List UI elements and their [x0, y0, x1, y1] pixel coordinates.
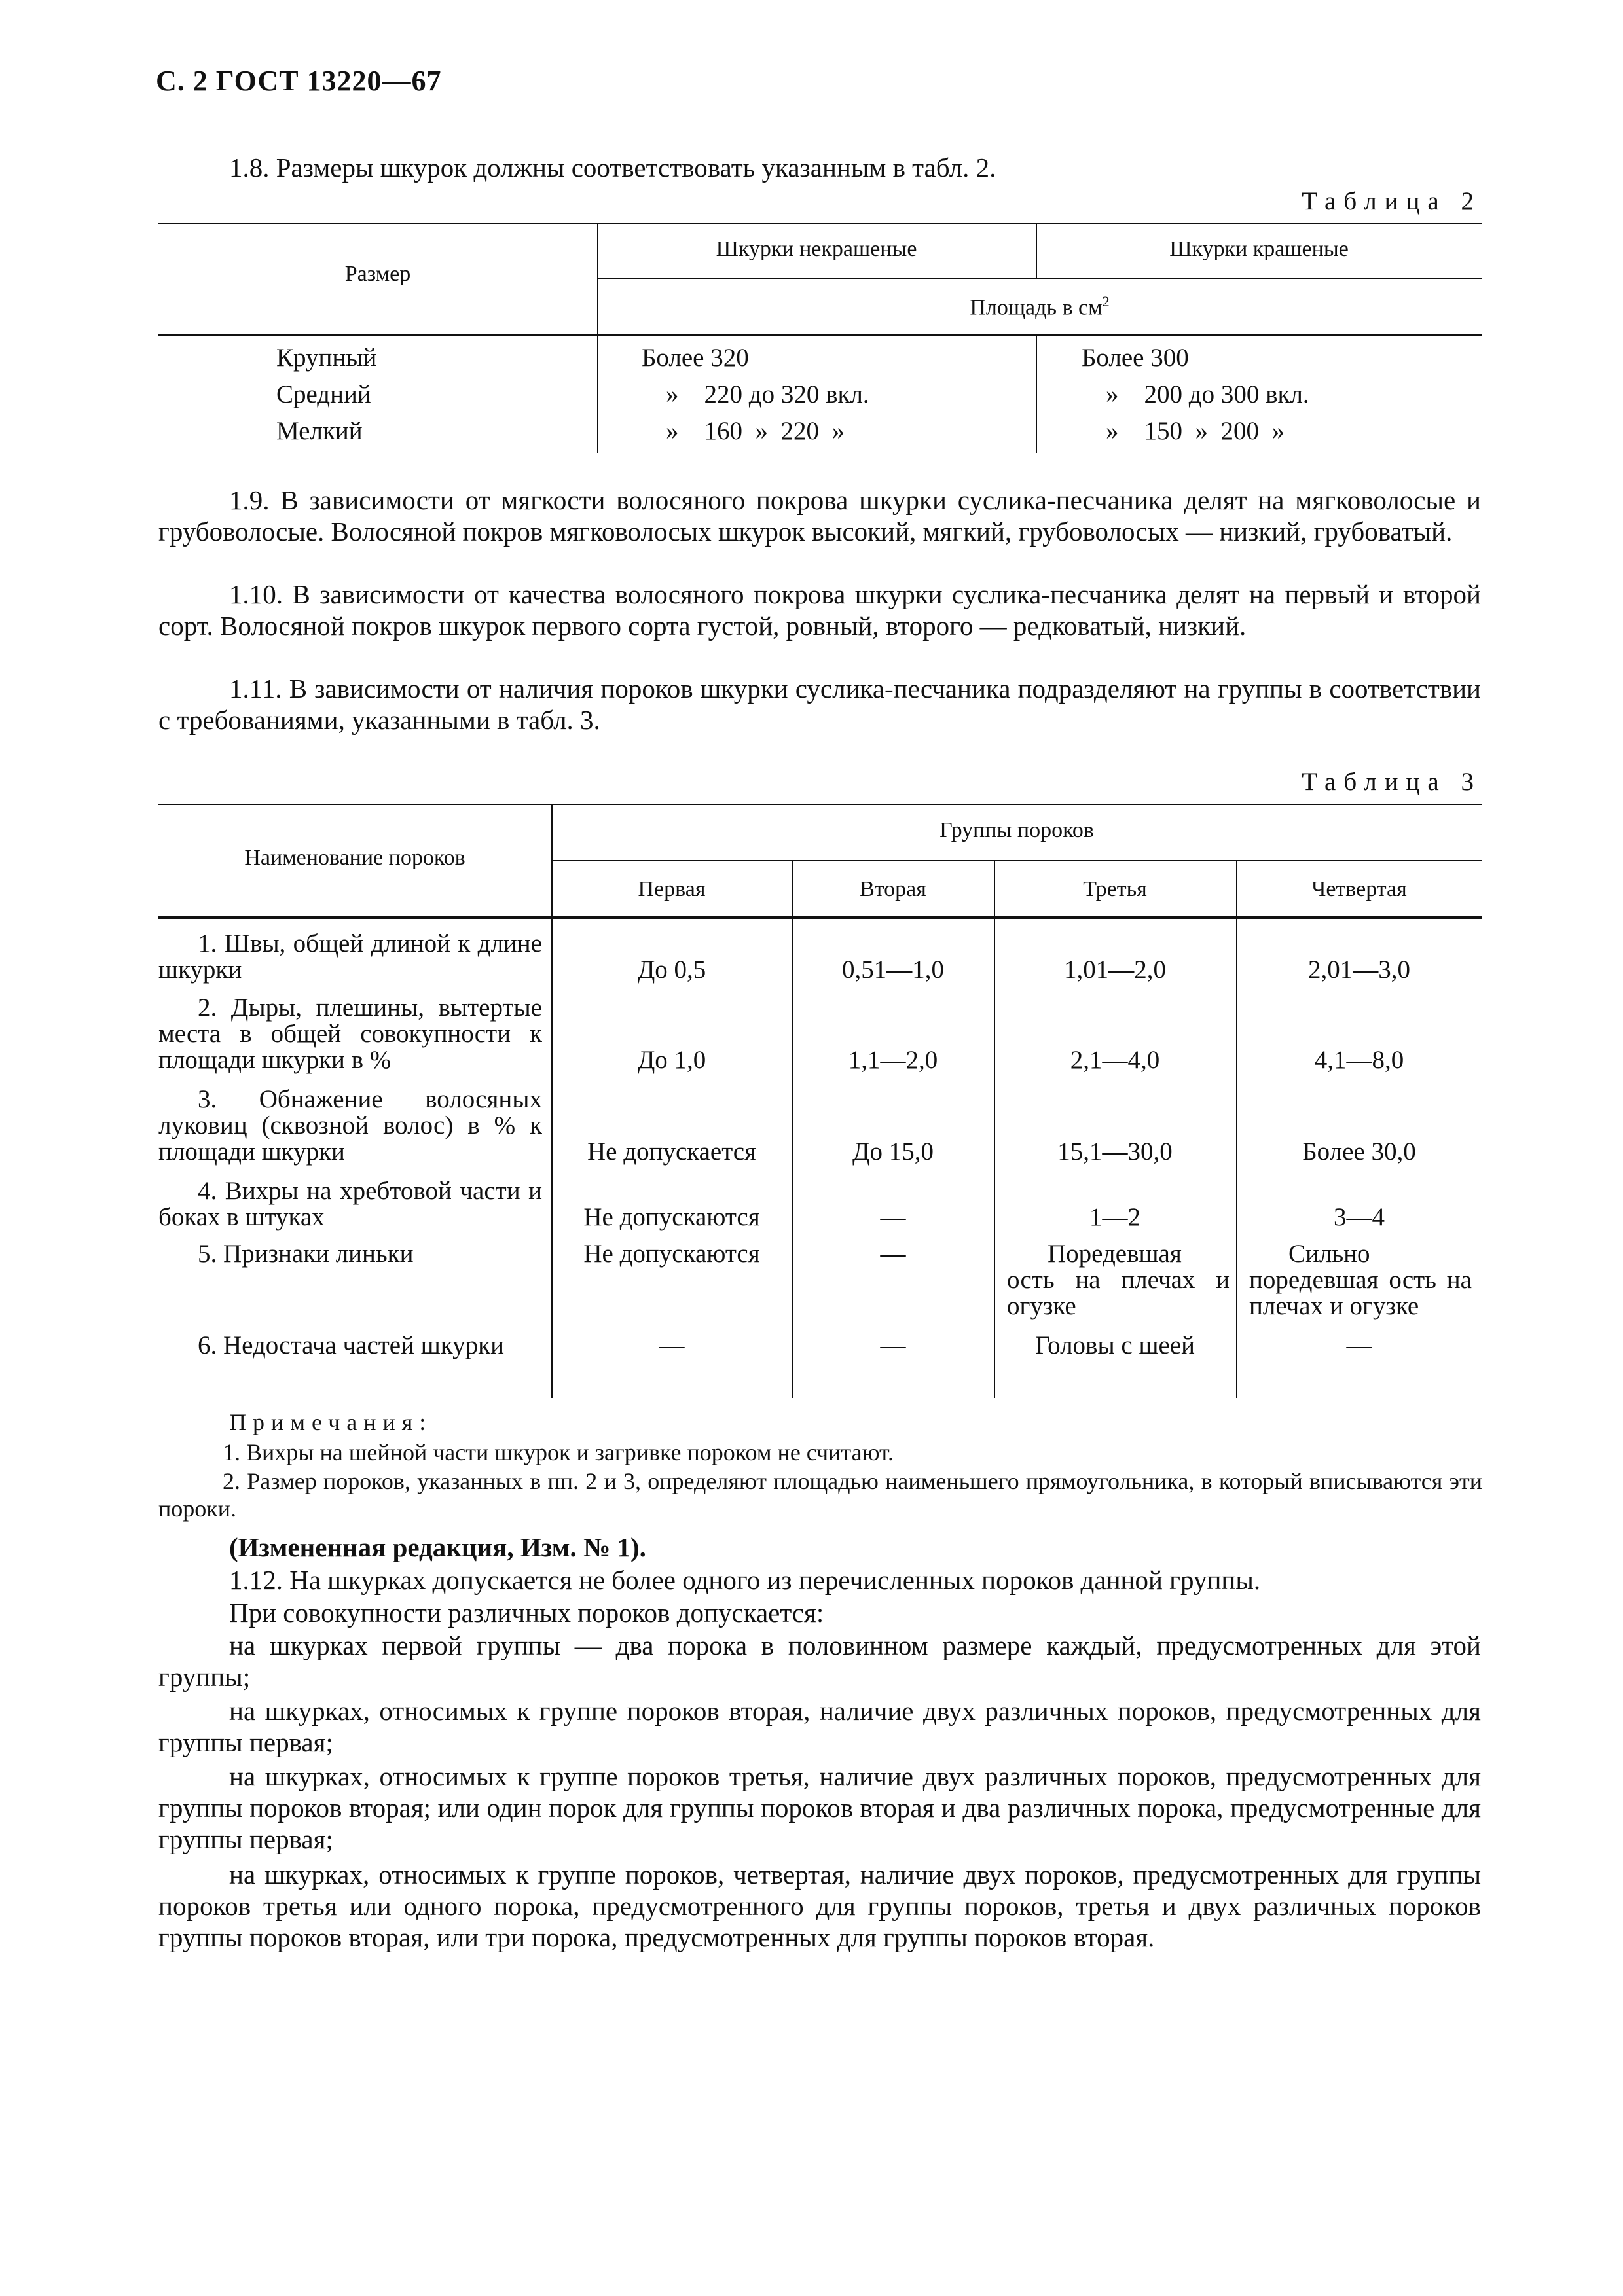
table3-cell: —	[880, 1240, 906, 1268]
paragraph-combination: При совокупности различных пороков допускается:	[229, 1598, 824, 1628]
table3-cell: Сильно поредевшая ость на плечах и огузке	[1249, 1240, 1472, 1320]
paragraph-group-3: на шкурках, относимых к группе пороков третья, наличие двух различных пороков, предусмотренных для группы пороков вторая; или один порок для группы пороков вторая и два различных порока, предусмотренные для группы первая;	[158, 1761, 1481, 1854]
table3-caption: Таблица 3	[1302, 768, 1482, 796]
table-rule	[158, 804, 1482, 805]
table3-cell: 1—2	[1089, 1203, 1140, 1231]
table3-cell: 1,1—2,0	[848, 1046, 938, 1074]
table3-cell: До 15,0	[852, 1138, 934, 1166]
paragraph-1-12: 1.12. На шкурках допускается не более одного из перечисленных пороков данной группы.	[229, 1565, 1261, 1595]
table3-cell: —	[1346, 1331, 1372, 1359]
table3-cell: Поредевшая ость на плечах и огузке	[1007, 1240, 1230, 1320]
table2-header-area	[597, 293, 1482, 320]
table2-cell-size: Крупный	[276, 344, 377, 372]
note-1: 1. Вихры на шейной части шкурок и загривке пороком не считают.	[223, 1439, 894, 1465]
table3-cell: 2,1—4,0	[1070, 1046, 1160, 1074]
table3-cell: 15,1—30,0	[1057, 1138, 1173, 1166]
table3-row-name: 5. Признаки линьки	[198, 1240, 414, 1268]
table3-cell: —	[659, 1331, 685, 1359]
table3-row-name: 1. Швы, общей длиной к длине шкурки	[158, 929, 542, 984]
table2-cell-dyed: Более 300	[1082, 344, 1189, 372]
table2-header-size: Размер	[344, 262, 411, 286]
table3-cell: До 1,0	[637, 1046, 706, 1074]
table-divider	[994, 860, 995, 1398]
table3-header-group-4: Четвертая	[1311, 877, 1407, 901]
table3-cell: —	[880, 1331, 906, 1359]
table-rule	[158, 916, 1482, 919]
paragraph-1-11: 1.11. В зависимости от наличия пороков шкурки суслика-песчаника подразделяют на группы в соответствии с требованиями, указанными в табл. 3.	[158, 673, 1481, 735]
table3-header-groups: Группы пороков	[939, 818, 1094, 842]
table3-cell: Не допускаются	[583, 1203, 760, 1231]
notes-title: Примечания:	[229, 1409, 433, 1435]
table2-caption: Таблица 2	[1302, 187, 1482, 215]
table3-cell: 3—4	[1334, 1203, 1385, 1231]
table2-cell-undyed: » 220 до 320 вкл.	[666, 380, 869, 408]
table2-cell-size: Мелкий	[276, 417, 363, 445]
table2-header-undyed: Шкурки некрашеные	[716, 237, 917, 261]
table3-row-name: 2. Дыры, плешины, вытертые места в общей совокупности к площади шкурки в %	[158, 994, 542, 1074]
table2-cell-undyed: » 160 » 220 »	[666, 417, 845, 445]
table3-cell: До 0,5	[637, 956, 706, 984]
paragraph-group-1: на шкурках первой группы — два порока в половинном размере каждый, предусмотренных для этой группы;	[158, 1630, 1481, 1692]
table2-cell-size: Средний	[276, 380, 371, 408]
table-rule	[158, 223, 1482, 224]
table3-cell: 2,01—3,0	[1308, 956, 1410, 984]
table3-cell: —	[880, 1203, 906, 1231]
paragraph-1-10: 1.10. В зависимости от качества волосяного покрова шкурки суслика-песчаника делят на первый и второй сорт. Волосяной покров шкурок первого сорта густой, ровный, второго — редковатый, низкий.	[158, 579, 1481, 641]
table3-header-name: Наименование пороков	[244, 846, 465, 870]
table2-header-dyed: Шкурки крашеные	[1169, 237, 1349, 261]
page-header: С. 2 ГОСТ 13220—67	[156, 65, 442, 97]
table-divider	[1036, 336, 1037, 453]
table3-cell: Более 30,0	[1302, 1138, 1416, 1166]
table-divider	[1236, 860, 1237, 1398]
table2-cell-undyed: Более 320	[642, 344, 749, 372]
table3-header-group-3: Третья	[1083, 877, 1147, 901]
amendment-note: (Измененная редакция, Изм. № 1).	[229, 1532, 646, 1562]
paragraph-1-9: 1.9. В зависимости от мягкости волосяного покрова шкурки суслика-песчаника делят на мягковолосые и грубоволосые. Волосяной покров мягковолосых шкурок высокий, мягкий, грубоволосых — низкий, грубоватый.	[158, 485, 1481, 547]
paragraph-1-8: 1.8. Размеры шкурок должны соответствовать указанным в табл. 2.	[229, 152, 996, 183]
table3-cell: 1,01—2,0	[1064, 956, 1166, 984]
table3-cell: Головы с шеей	[1034, 1331, 1195, 1359]
area-label: Площадь в см	[970, 295, 1103, 320]
table-divider	[792, 860, 793, 1398]
table3-header-group-2: Вторая	[860, 877, 926, 901]
table3-row-name: 4. Вихры на хребтовой части и боках в штуках	[158, 1177, 542, 1231]
area-unit-superscript: 2	[1102, 293, 1110, 310]
table-rule	[551, 860, 1482, 861]
table2-cell-dyed: » 150 » 200 »	[1106, 417, 1285, 445]
table2-cell-dyed: » 200 до 300 вкл.	[1106, 380, 1309, 408]
paragraph-group-4: на шкурках, относимых к группе пороков, четвертая, наличие двух пороков, предусмотренных для группы пороков третья или одного порока, предусмотренного для группы пороков, третья и двух различных пороков группы пороков вторая, или три порока, предусмотренных для группы пороков вторая.	[158, 1859, 1481, 1952]
table3-header-group-1: Первая	[638, 877, 706, 901]
table3-row-name: 3. Обнажение волосяных луковиц (сквозной волос) в % к площади шкурки	[158, 1085, 542, 1166]
paragraph-group-2: на шкурках, относимых к группе пороков вторая, наличие двух различных пороков, предусмотренных для группы первая;	[158, 1696, 1481, 1757]
table3-cell: Не допускается	[587, 1138, 756, 1166]
table-rule	[158, 334, 1482, 336]
note-2: 2. Размер пороков, указанных в пп. 2 и 3, определяют площадью наименьшего прямоугольника, в который вписываются эти пороки.	[158, 1468, 1482, 1522]
table-rule	[597, 278, 1482, 279]
table3-cell: 0,51—1,0	[842, 956, 944, 984]
table3-row-name: 6. Недостача частей шкурки	[198, 1331, 504, 1359]
table3-cell: Не допускаются	[583, 1240, 760, 1268]
table3-cell: 4,1—8,0	[1314, 1046, 1404, 1074]
